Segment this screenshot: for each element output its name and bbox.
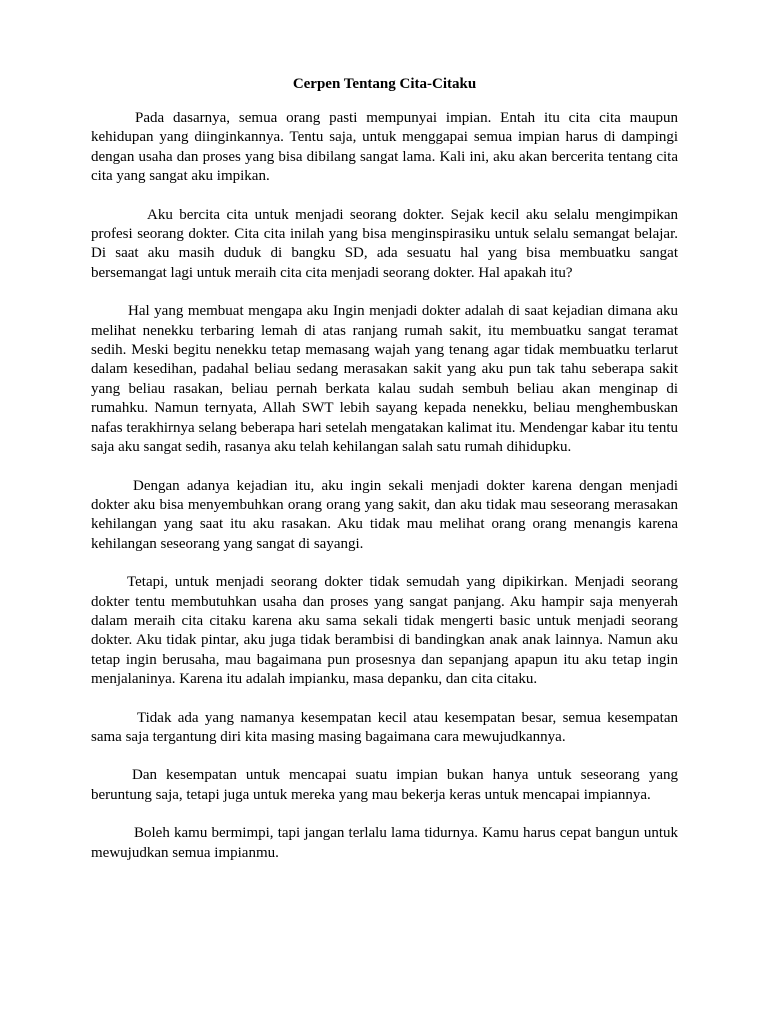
paragraph-2: Aku bercita cita untuk menjadi seorang dokter. Sejak kecil aku selalu mengimpikan profesi seorang dokter. Cita cita inilah yang bisa menginspirasiku untuk selalu semangat belajar. Di saat aku masih duduk di bangku SD, ada sesuatu hal yang bisa membuatku sangat bersemangat lagi untuk meraih cita cita menjadi seorang dokter. Hal apakah itu?	[91, 206, 678, 281]
document-page	[91, 74, 678, 882]
paragraph-7: Dan kesempatan untuk mencapai suatu impian bukan hanya untuk seseorang yang beruntung saja, tetapi juga untuk mereka yang mau bekerja keras untuk mencapai impiannya.	[91, 767, 678, 803]
paragraph-6: Tidak ada yang namanya kesempatan kecil atau kesempatan besar, semua kesempatan sama saja tergantung diri kita masing masing bagaimana cara mewujudkannya.	[91, 709, 678, 745]
paragraph-3: Hal yang membuat mengapa aku Ingin menjadi dokter adalah di saat kejadian dimana aku melihat nenekku terbaring lemah di atas ranjang rumah sakit, itu membuatku sangat teramat sedih. Meski begitu nenekku tetap memasang wajah yang tenang agar tidak membuatku terlarut dalam kesedihan, padahal beliau sedang merasakan sakit yang aku pun tak tahu seberapa sakit yang beliau rasakan, beliau pernah berkata kalau sudah sembuh beliau akan menginap di rumahku. Namun ternyata, Allah SWT lebih sayang kepada nenekku, beliau menghembuskan nafas terakhirnya selang beberapa hari setelah mengatakan kalimat itu. Mendengar kabar itu tentu saja aku sangat sedih, rasanya aku telah kehilangan salah satu rumah dihidupku.	[91, 303, 678, 456]
paragraph-1: Pada dasarnya, semua orang pasti mempunyai impian. Entah itu cita cita maupun kehidupan yang diinginkannya. Tentu saja, untuk menggapai semua impian harus di dampingi dengan usaha dan proses yang bisa dibilang sangat lama. Kali ini, aku akan bercerita tentang cita cita yang sangat aku impikan.	[91, 110, 678, 185]
paragraph-4: Dengan adanya kejadian itu, aku ingin sekali menjadi dokter karena dengan menjadi dokter aku bisa menyembuhkan orang orang yang sakit, dan aku tidak mau seseorang merasakan kehilangan yang saat itu aku rasakan. Aku tidak mau melihat orang orang menangis karena kehilangan seseorang yang sangat di sayangi.	[91, 477, 678, 552]
paragraph-5: Tetapi, untuk menjadi seorang dokter tidak semudah yang dipikirkan. Menjadi seorang dokter tentu membutuhkan usaha dan proses yang sangat panjang. Aku hampir saja menyerah dalam meraih cita citaku karena aku sama sekali tidak mengerti basic untuk menjadi seorang dokter. Aku tidak pintar, aku juga tidak berambisi di bandingkan anak anak lainnya. Namun aku tetap ingin berusaha, mau bagaimana pun prosesnya dan sepanjang apapun itu aku tetap ingin menjalaninya. Karena itu adalah impianku, masa depanku, dan cita citaku.	[91, 574, 678, 688]
document-title: Cerpen Tentang Cita-Citaku	[292, 76, 477, 92]
paragraph-8: Boleh kamu bermimpi, tapi jangan terlalu lama tidurnya. Kamu harus cepat bangun untuk mewujudkan semua impianmu.	[91, 825, 678, 861]
